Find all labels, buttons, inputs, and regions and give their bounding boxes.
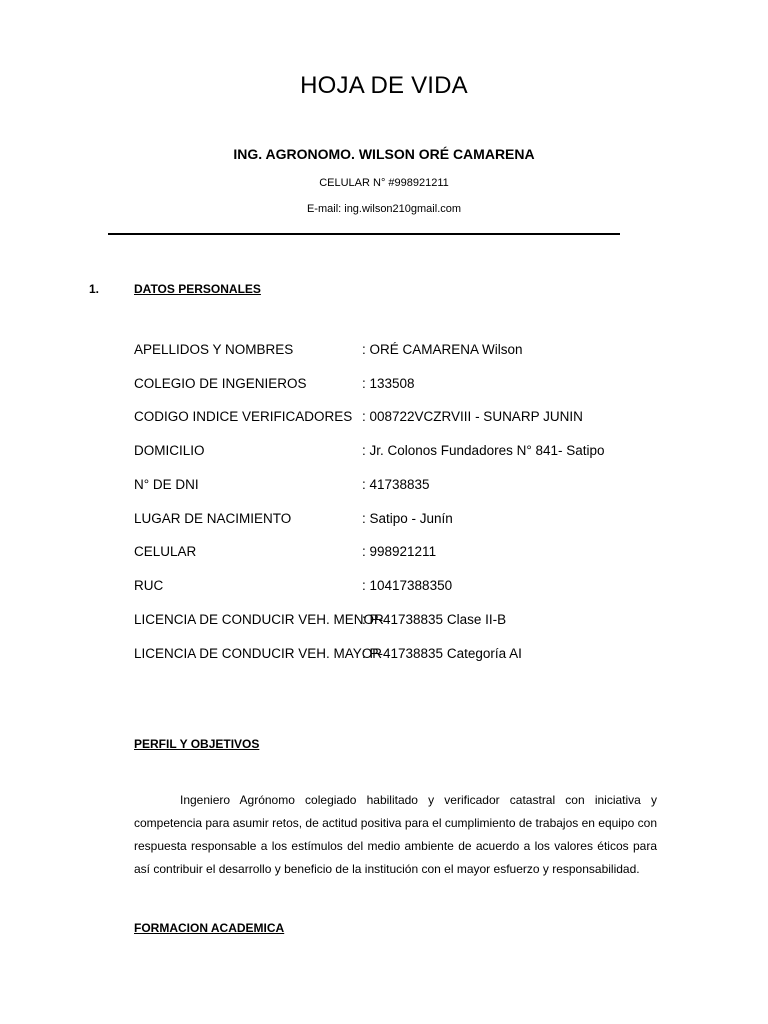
field-label: LUGAR DE NACIMIENTO bbox=[134, 511, 292, 526]
header-divider bbox=[108, 233, 620, 235]
section-heading-perfil-objetivos: PERFIL Y OBJETIVOS bbox=[134, 737, 260, 751]
field-value: : ORÉ CAMARENA Wilson bbox=[362, 342, 523, 357]
field-value: : Satipo - Junín bbox=[362, 511, 453, 526]
profile-paragraph bbox=[134, 789, 657, 881]
section-number: 1. bbox=[89, 282, 100, 296]
contact-phone: CELULAR N° #998921211 bbox=[319, 177, 449, 189]
section-heading-formacion-academica: FORMACION ACADEMICA bbox=[134, 921, 285, 935]
candidate-name: ING. AGRONOMO. WILSON ORÉ CAMARENA bbox=[233, 146, 535, 162]
profile-text: Ingeniero Agrónomo colegiado habilitado y verificador catastral con iniciativa y competencia para asumir retos, de actitud positiva para el cumplimiento de trabajos en equipo con respuesta responsable a los estímulos del medio ambiente de acuerdo a los valores éticos para así contribuir el desarrollo y beneficio de la institución con el mayor esfuerzo y responsabilidad. bbox=[134, 793, 657, 876]
field-label: N° DE DNI bbox=[134, 477, 199, 492]
field-label: CODIGO INDICE VERIFICADORES bbox=[134, 409, 353, 424]
field-label: APELLIDOS Y NOMBRES bbox=[134, 342, 294, 357]
field-label: LICENCIA DE CONDUCIR VEH. MENOR bbox=[134, 612, 384, 627]
field-label: DOMICILIO bbox=[134, 443, 205, 458]
field-value: : P-41738835 Categoría AI bbox=[362, 646, 522, 661]
field-value: : Jr. Colonos Fundadores N° 841- Satipo bbox=[362, 443, 605, 458]
contact-email: E-mail: ing.wilson210gmail.com bbox=[306, 203, 462, 215]
field-value: : P-41738835 Clase II-B bbox=[362, 612, 507, 627]
field-label: LICENCIA DE CONDUCIR VEH. MAYOR bbox=[134, 646, 383, 661]
field-value: : 10417388350 bbox=[362, 578, 453, 593]
field-label: COLEGIO DE INGENIEROS bbox=[134, 376, 307, 391]
document-title: HOJA DE VIDA bbox=[300, 72, 468, 99]
field-label: RUC bbox=[134, 578, 164, 593]
field-value: : 998921211 bbox=[362, 544, 437, 559]
field-value: : 133508 bbox=[362, 376, 415, 391]
field-value: : 41738835 bbox=[362, 477, 430, 492]
field-label: CELULAR bbox=[134, 544, 197, 559]
section-heading-datos-personales: DATOS PERSONALES bbox=[134, 282, 261, 296]
field-value: : 008722VCZRVIII - SUNARP JUNIN bbox=[362, 409, 583, 424]
